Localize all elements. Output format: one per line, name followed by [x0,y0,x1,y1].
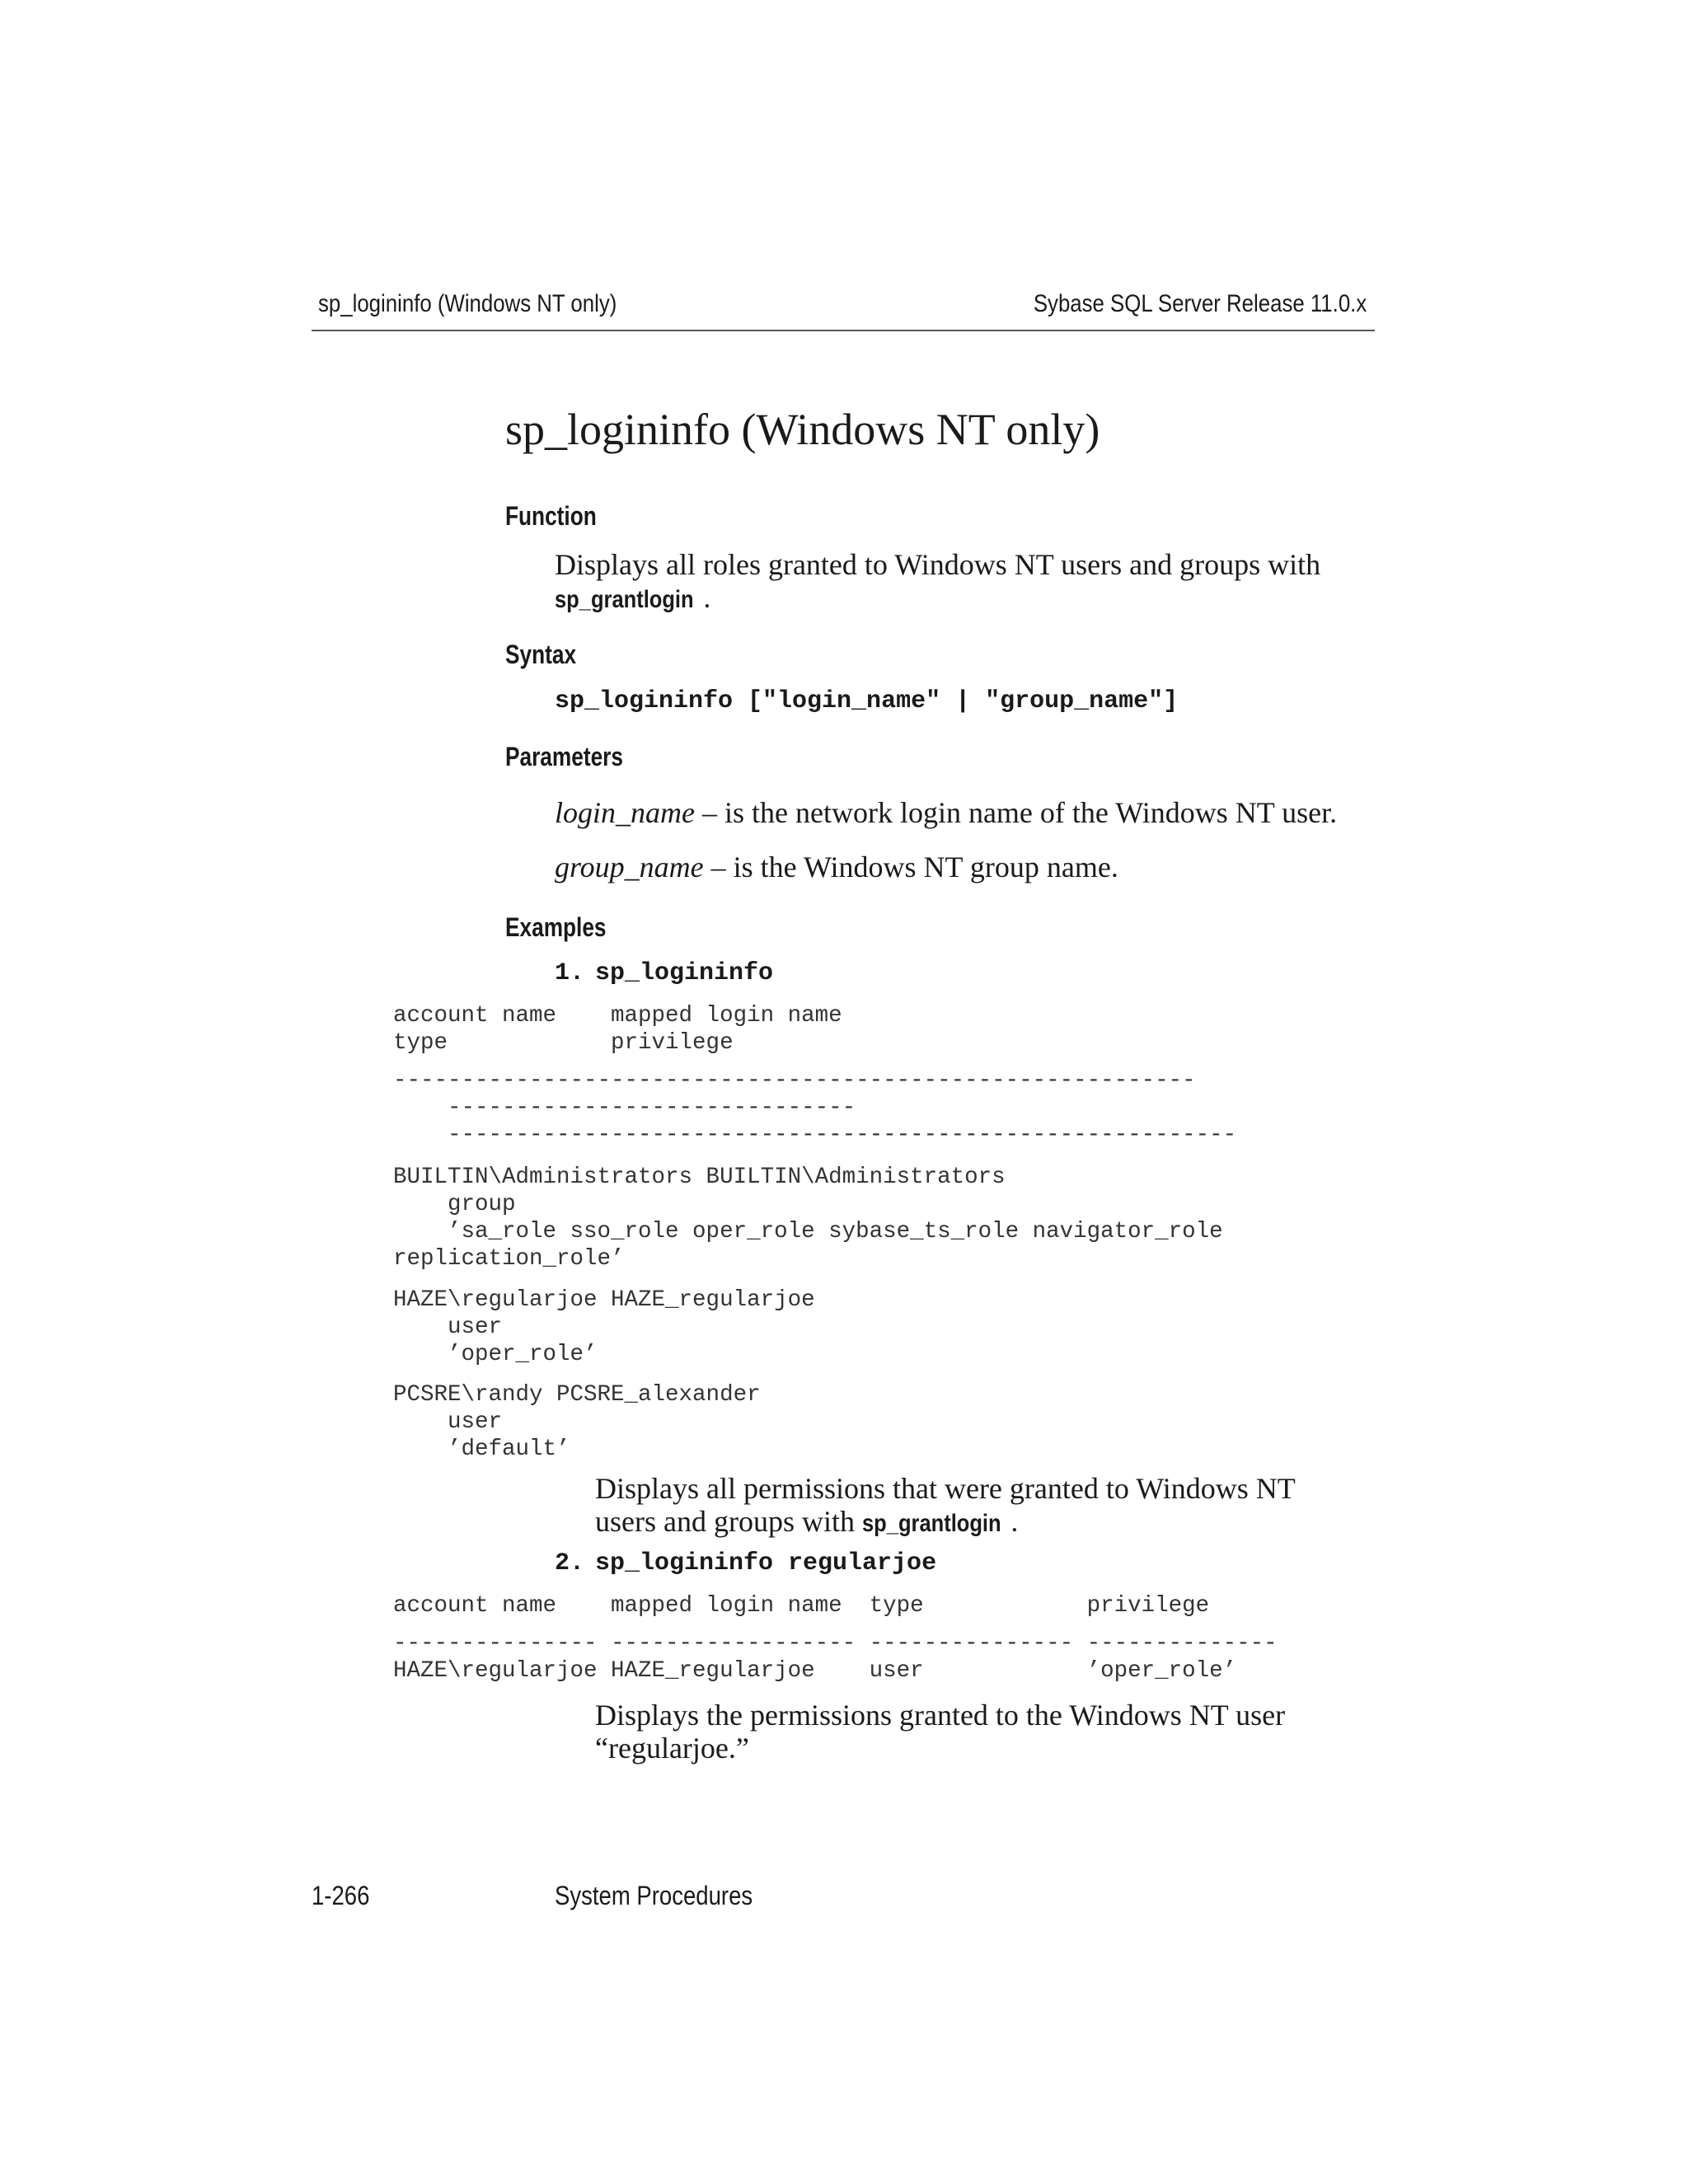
example-1-output-header: account name mapped login name type privilege [393,1003,842,1056]
function-command: sp_grantlogin [555,586,694,613]
function-description [555,548,1329,616]
example-2-command: sp_logininfo regularjoe [595,1549,937,1577]
running-header-left: sp_logininfo (Windows NT only) [318,290,617,317]
page-title: sp_logininfo (Windows NT only) [505,405,1100,454]
example-1-command: sp_logininfo [595,959,774,987]
footer-title: System Procedures [555,1881,753,1910]
example-2-description: Displays the permissions granted to the Windows NT user “regularjoe.” [595,1699,1286,1765]
parameter-name: group_name [555,851,704,883]
example-1-output-row: BUILTIN\Administrators BUILTIN\Administrators group ’sa_role sso_role oper_role sybase_ts_role navigator_role replication_role’ [393,1165,1223,1272]
running-header-right: Sybase SQL Server Release 11.0.x [1033,290,1367,317]
example-1-number: 1. [555,959,585,987]
header-rule [312,330,1375,331]
function-heading: Function [505,501,597,531]
example-1-output-row: HAZE\regularjoe HAZE_regularjoe user ’oper_role’ [393,1287,815,1367]
example-1-output-separator: ----------------------------------------------------------- ------------------------------ ---------------------------------------------------------- [393,1068,1237,1148]
example-1-desc-end: . [1010,1505,1019,1538]
parameter-desc: – is the Windows NT group name. [703,851,1118,883]
parameter-name: login_name [555,796,695,829]
parameter-group-name [555,851,1118,883]
examples-heading: Examples [505,912,607,942]
parameter-desc: – is the network login name of the Windows NT user. [694,796,1338,829]
example-1-desc-command: sp_grantlogin [861,1510,1001,1537]
parameters-heading: Parameters [505,742,623,771]
syntax-text: sp_logininfo ["login_name" | "group_name"] [555,687,1179,715]
page-number: 1-266 [312,1881,370,1910]
example-2-number: 2. [555,1549,585,1577]
parameter-login-name [555,796,1337,829]
example-2-output-header: account name mapped login name type privilege [393,1593,1210,1619]
syntax-heading: Syntax [505,640,577,669]
example-1-description [595,1472,1337,1540]
function-text-end: . [703,581,711,614]
example-2-output-rows: --------------- ------------------ --------------- -------------- HAZE\regularjoe HAZE_regularjoe user ’oper_role’ [393,1631,1278,1684]
function-text: Displays all roles granted to Windows NT users and groups with [555,548,1321,581]
example-1-desc-text: Displays all permissions that were granted to Windows NT users and groups with [595,1472,1296,1538]
example-1-output-row: PCSRE\randy PCSRE_alexander user ’default’ [393,1382,761,1462]
